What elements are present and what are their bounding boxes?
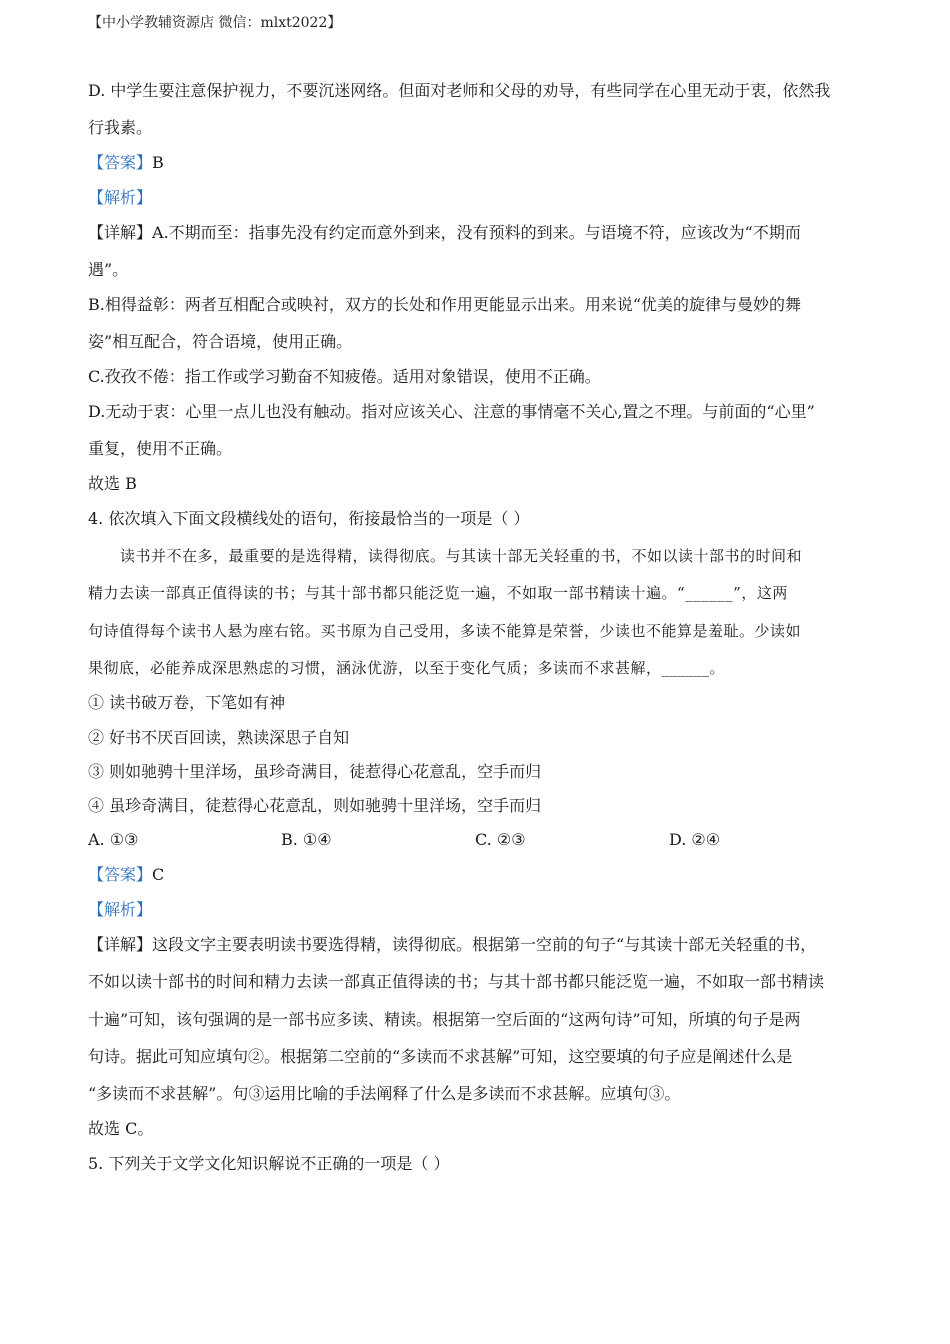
q5-stem: 5. 下列关于文学文化知识解说不正确的一项是（ ） bbox=[88, 1154, 450, 1173]
q4-stem: 4. 依次填入下面文段横线处的语句，衔接最恰当的一项是（ ） bbox=[88, 509, 530, 528]
q4-answer bbox=[88, 864, 868, 886]
answer-value: B bbox=[152, 153, 164, 172]
q4-analysis-tag: 【解析】 bbox=[88, 900, 153, 919]
q4-item-3: ③ 则如驰骋十里洋场，虽珍奇满目，徒惹得心花意乱，空手而归 bbox=[88, 762, 542, 781]
q4-detail-line3: 十遍”可知，该句强调的是一部书应多读、精读。根据第一空后面的“这两句诗”可知，所填的句子是两 bbox=[88, 1010, 801, 1029]
detail-text: 这段文字主要表明读书要选得精，读得彻底。根据第一空前的句子“与其读十部无关轻重的书， bbox=[152, 935, 817, 954]
q4-conclusion: 故选 C。 bbox=[88, 1119, 154, 1138]
q3-conclusion: 故选 B bbox=[88, 474, 137, 493]
q3-analysis-tag: 【解析】 bbox=[88, 188, 153, 207]
q4-passage-line2: 精力去读一部真正值得读的书；与其十部书都只能泛览一遍，不如取一部书精读十遍。“______”，这两 bbox=[88, 584, 788, 602]
q4-detail-line2: 不如以读十部书的时间和精力去读一部真正值得读的书；与其十部书都只能泛览一遍，不如取一部书精读 bbox=[88, 972, 825, 991]
q4-item-1: ① 读书破万卷，下笔如有神 bbox=[88, 693, 286, 712]
q3-option-d-line1: D. 中学生要注意保护视力，不要沉迷网络。但面对老师和父母的劝导，有些同学在心里无动于衷，依然我 bbox=[88, 81, 831, 100]
q4-choice-b: B. ①④ bbox=[281, 830, 332, 849]
answer-tag: 【答案】 bbox=[88, 153, 153, 172]
q4-detail-line1 bbox=[88, 934, 868, 956]
answer-tag: 【答案】 bbox=[88, 865, 153, 884]
page-header: 【中小学教辅资源店 微信：mlxt2022】 bbox=[88, 15, 342, 31]
q4-detail-line5: “多读而不求甚解”。句③运用比喻的手法阐释了什么是多读而不求甚解。应填句③。 bbox=[88, 1084, 681, 1103]
q4-passage-line4: 果彻底，必能养成深思熟虑的习惯，涵泳优游，以至于变化气质；多读而不求甚解，______。 bbox=[88, 659, 726, 677]
q4-item-4: ④ 虽珍奇满目，徒惹得心花意乱，则如驰骋十里洋场，空手而归 bbox=[88, 796, 542, 815]
q3-detail-d-line2: 重复，使用不正确。 bbox=[88, 439, 233, 458]
detail-a-text: A.不期而至：指事先没有约定而意外到来，没有预料的到来。与语境不符，应该改为“不期而 bbox=[152, 223, 801, 242]
q3-detail-d-line1: D.无动于衷：心里一点儿也没有触动。指对应该关心、注意的事情毫不关心,置之不理。与前面的“心里” bbox=[88, 402, 815, 421]
q3-answer bbox=[88, 152, 868, 174]
q3-detail-b-line1: B.相得益彰：两者互相配合或映衬，双方的长处和作用更能显示出来。用来说“优美的旋律与曼妙的舞 bbox=[88, 295, 802, 314]
q4-item-2: ② 好书不厌百回读，熟读深思子自知 bbox=[88, 728, 350, 747]
q4-choice-a: A. ①③ bbox=[88, 830, 139, 849]
q4-passage-line1: 读书并不在多，最重要的是选得精，读得彻底。与其读十部无关轻重的书，不如以读十部书的时间和 bbox=[120, 547, 803, 565]
q4-choice-d: D. ②④ bbox=[669, 830, 721, 849]
q4-detail-line4: 句诗。据此可知应填句②。根据第二空前的“多读而不求甚解”可知，这空要填的句子应是阐述什么是 bbox=[88, 1047, 793, 1066]
q3-detail-a-line1 bbox=[88, 222, 868, 244]
answer-value: C bbox=[152, 865, 165, 884]
q4-passage-line3: 句诗值得每个读书人悬为座右铭。买书原为自己受用，多读不能算是荣誉，少读也不能算是羞耻。少读如 bbox=[88, 622, 802, 640]
detail-tag: 【详解】 bbox=[88, 223, 153, 242]
q3-option-d-line2: 行我素。 bbox=[88, 118, 153, 137]
q4-choice-c: C. ②③ bbox=[475, 830, 526, 849]
detail-tag: 【详解】 bbox=[88, 935, 153, 954]
q3-detail-b-line2: 姿”相互配合，符合语境，使用正确。 bbox=[88, 332, 353, 351]
q3-detail-a-line2: 遇”。 bbox=[88, 260, 129, 279]
q3-detail-c: C.孜孜不倦：指工作或学习勤奋不知疲倦。适用对象错误，使用不正确。 bbox=[88, 367, 601, 386]
